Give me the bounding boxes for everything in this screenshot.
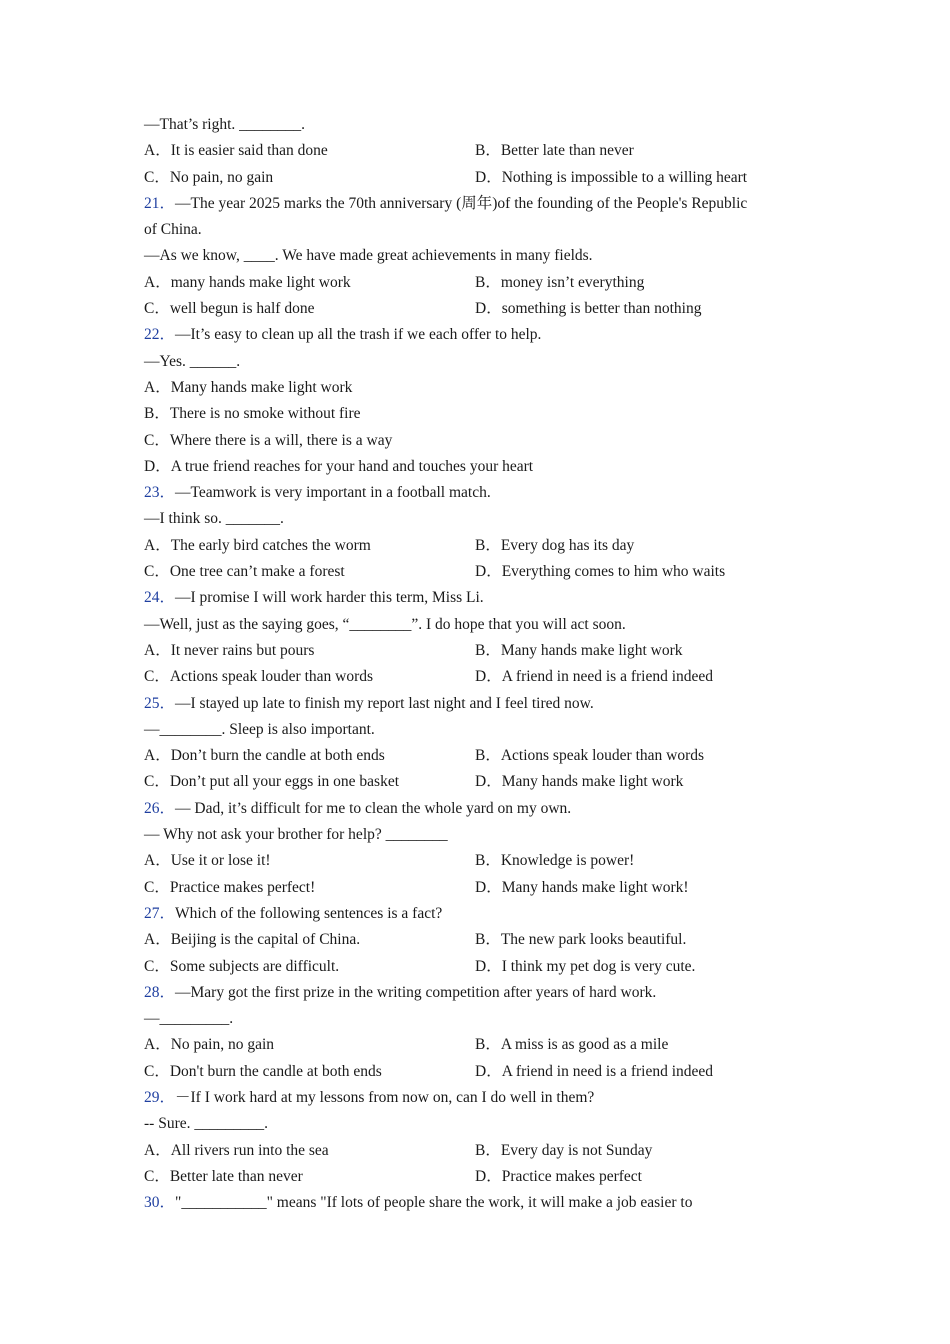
question-21-stem-cont: of China. (144, 221, 202, 239)
question-number: 22． (144, 326, 176, 344)
question-number: 24． (144, 589, 176, 607)
question-24-reply: —Well, just as the saying goes, “________”. I do hope that you will act soon. (144, 615, 626, 633)
question-number: 26． (144, 799, 176, 817)
option-d[interactable]: D．Nothing is impossible to a willing heart (475, 168, 748, 186)
question-26-reply: — Why not ask your brother for help? ________ (144, 826, 448, 844)
q27-options-row-2 (144, 954, 824, 980)
question-22-stem (144, 322, 824, 348)
question-29-stem (144, 1085, 824, 1111)
exam-page (144, 112, 824, 1216)
option-a[interactable]: A．Use it or lose it! (144, 852, 271, 870)
q28-options-row-1 (144, 1032, 824, 1058)
option-a[interactable]: A．Many hands make light work (144, 378, 353, 396)
option-c[interactable]: C．Better late than never (144, 1167, 303, 1185)
option-a[interactable]: A．It never rains but pours (144, 641, 315, 659)
question-number: 28． (144, 983, 176, 1001)
option-b[interactable]: B．The new park looks beautiful. (475, 931, 687, 949)
option-c[interactable]: C．Actions speak louder than words (144, 668, 374, 686)
option-a[interactable]: A．many hands make light work (144, 273, 351, 291)
option-d[interactable]: D．something is better than nothing (475, 300, 702, 318)
option-b[interactable]: B．Every dog has its day (475, 536, 635, 554)
question-25-reply: —________. Sleep is also important. (144, 720, 375, 738)
question-25-stem (144, 691, 824, 717)
prev-options-row-2 (144, 165, 824, 191)
option-b[interactable]: B．Every day is not Sunday (475, 1141, 653, 1159)
question-28-stem (144, 980, 824, 1006)
option-a[interactable]: A．Beijing is the capital of China. (144, 931, 361, 949)
option-d[interactable]: D．A true friend reaches for your hand and touches your heart (144, 457, 534, 475)
option-c[interactable]: C．Practice makes perfect! (144, 878, 316, 896)
prev-reply: —That’s right. ________. (144, 116, 306, 133)
option-d[interactable]: D．Everything comes to him who waits (475, 563, 726, 581)
option-d[interactable]: D．Many hands make light work! (475, 878, 689, 896)
question-22-reply: —Yes. ______. (144, 352, 241, 370)
question-21-reply: —As we know, ____. We have made great achievements in many fields. (144, 247, 593, 265)
option-b[interactable]: B．There is no smoke without fire (144, 405, 361, 423)
option-c[interactable]: C．No pain, no gain (144, 168, 274, 186)
option-d[interactable]: D．A friend in need is a friend indeed (475, 1062, 714, 1080)
question-text: —I promise I will work harder this term, Miss Li. (175, 589, 484, 607)
q25-options-row-1 (144, 743, 824, 769)
option-b[interactable]: B．money isn’t everything (475, 273, 645, 291)
q21-options-row-2 (144, 296, 824, 322)
question-23-stem (144, 480, 824, 506)
q27-options-row-1 (144, 927, 824, 953)
option-d[interactable]: D．A friend in need is a friend indeed (475, 668, 714, 686)
q25-options-row-2 (144, 769, 824, 795)
question-21-stem (144, 191, 824, 217)
q28-options-row-2 (144, 1059, 824, 1085)
question-text: — Dad, it’s difficult for me to clean the whole yard on my own. (175, 799, 572, 817)
option-c[interactable]: C．Don’t put all your eggs in one basket (144, 773, 400, 791)
option-c[interactable]: C．well begun is half done (144, 300, 315, 318)
option-b[interactable]: B．Better late than never (475, 142, 634, 160)
prev-options-row-1 (144, 138, 824, 164)
question-text: "___________" means "If lots of people share the work, it will make a job easier to (175, 1194, 693, 1212)
question-number: 25． (144, 694, 176, 712)
option-d[interactable]: D．Practice makes perfect (475, 1167, 642, 1185)
option-a[interactable]: A．All rivers run into the sea (144, 1141, 329, 1159)
question-number: 29． (144, 1088, 176, 1106)
question-text: —Mary got the first prize in the writing competition after years of hard work. (175, 983, 657, 1001)
option-c[interactable]: C．Some subjects are difficult. (144, 957, 340, 975)
question-text: —It’s easy to clean up all the trash if we each offer to help. (175, 326, 542, 344)
q21-options-row-1 (144, 270, 824, 296)
question-text: —Teamwork is very important in a football match. (175, 484, 491, 502)
question-text: －If I work hard at my lessons from now on, can I do well in them? (175, 1088, 595, 1106)
option-a[interactable]: A．It is easier said than done (144, 142, 328, 160)
question-27-stem (144, 901, 824, 927)
question-24-stem (144, 585, 824, 611)
question-29-reply: -- Sure. _________. (144, 1115, 268, 1133)
question-28-reply: —_________. (144, 1010, 234, 1028)
option-c[interactable]: C．One tree can’t make a forest (144, 563, 345, 581)
question-number: 27． (144, 904, 176, 922)
question-23-reply: —I think so. _______. (144, 510, 284, 528)
q24-options-row-1 (144, 638, 824, 664)
question-26-stem (144, 796, 824, 822)
q29-options-row-1 (144, 1138, 824, 1164)
q29-options-row-2 (144, 1164, 824, 1190)
option-b[interactable]: B．A miss is as good as a mile (475, 1036, 669, 1054)
question-30-stem (144, 1190, 824, 1216)
option-a[interactable]: A．No pain, no gain (144, 1036, 275, 1054)
option-d[interactable]: D．Many hands make light work (475, 773, 684, 791)
option-a[interactable]: A．The early bird catches the worm (144, 536, 371, 554)
question-text: Which of the following sentences is a fact? (175, 904, 443, 922)
option-b[interactable]: B．Knowledge is power! (475, 852, 635, 870)
option-a[interactable]: A．Don’t burn the candle at both ends (144, 747, 385, 765)
question-number: 21． (144, 194, 176, 212)
question-text: —The year 2025 marks the 70th anniversary (周年)of the founding of the People's Republic (175, 194, 748, 212)
q23-options-row-2 (144, 559, 824, 585)
option-b[interactable]: B．Actions speak louder than words (475, 747, 705, 765)
q26-options-row-2 (144, 875, 824, 901)
question-number: 30． (144, 1194, 176, 1212)
q26-options-row-1 (144, 848, 824, 874)
option-c[interactable]: C．Where there is a will, there is a way (144, 431, 393, 449)
question-number: 23． (144, 484, 176, 502)
option-c[interactable]: C．Don't burn the candle at both ends (144, 1062, 382, 1080)
q23-options-row-1 (144, 533, 824, 559)
option-b[interactable]: B．Many hands make light work (475, 641, 683, 659)
q24-options-row-2 (144, 664, 824, 690)
question-text: —I stayed up late to finish my report last night and I feel tired now. (175, 694, 594, 712)
option-d[interactable]: D．I think my pet dog is very cute. (475, 957, 696, 975)
